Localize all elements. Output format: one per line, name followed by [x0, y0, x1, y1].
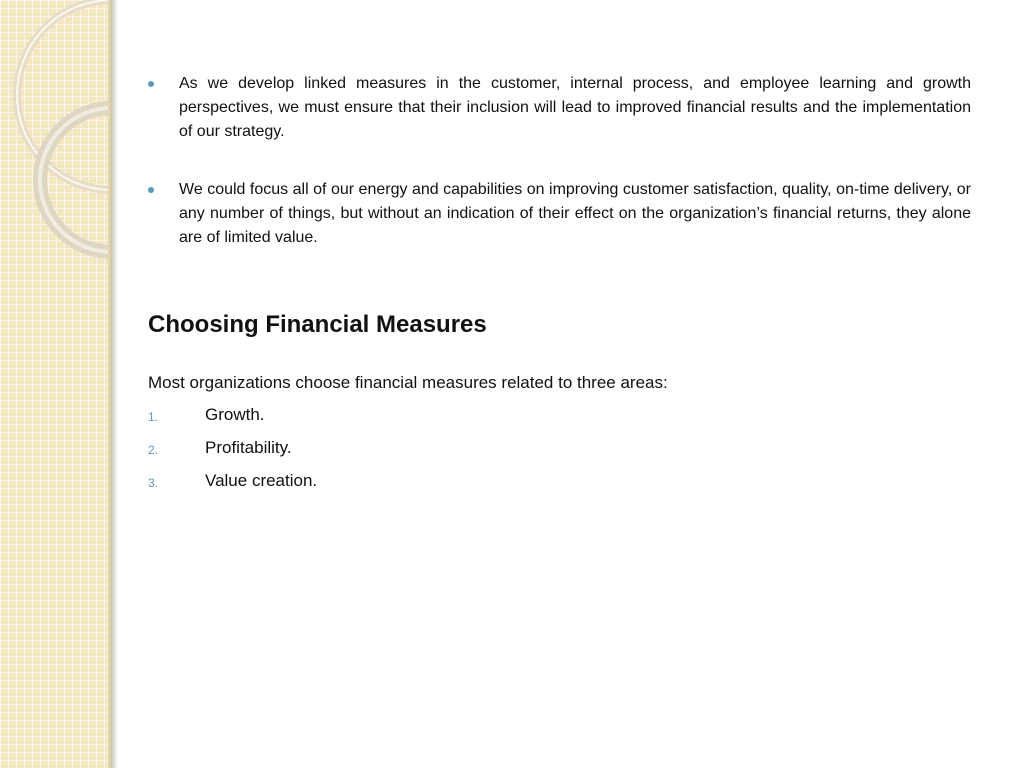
bullet-dot-icon — [148, 187, 154, 193]
list-number: 3. — [148, 476, 159, 490]
list-item-text: Profitability. — [205, 438, 292, 457]
bullet-text: As we develop linked measures in the customer, internal process, and employee learning and growth perspectives, we must ensure that their inclusion will lead to improved financial results and the implementation of our strategy. — [179, 75, 971, 140]
list-item — [148, 468, 971, 494]
list-item — [148, 402, 971, 428]
bullet-text: We could focus all of our energy and capabilities on improving customer satisfaction, quality, on-time delivery, or any number of things, but without an indication of their effect on the organization’s financial returns, they alone are of limited value. — [179, 181, 971, 246]
list-number: 2. — [148, 443, 159, 457]
slide-content — [148, 72, 971, 501]
intro-text: Most organizations choose financial measures related to three areas: — [148, 373, 668, 392]
numbered-list — [148, 402, 971, 494]
list-item — [148, 435, 971, 461]
side-strip-shadow — [112, 0, 118, 768]
list-item-text: Growth. — [205, 405, 265, 424]
list-item-text: Value creation. — [205, 471, 318, 490]
section-heading: Choosing Financial Measures — [148, 311, 487, 338]
list-number: 1. — [148, 410, 159, 424]
decorative-rings — [0, 0, 112, 768]
bullet-item — [148, 72, 971, 144]
decorative-side-strip — [0, 0, 112, 768]
bullet-dot-icon — [148, 81, 154, 87]
bullet-item — [148, 178, 971, 250]
bullet-list — [148, 72, 971, 250]
